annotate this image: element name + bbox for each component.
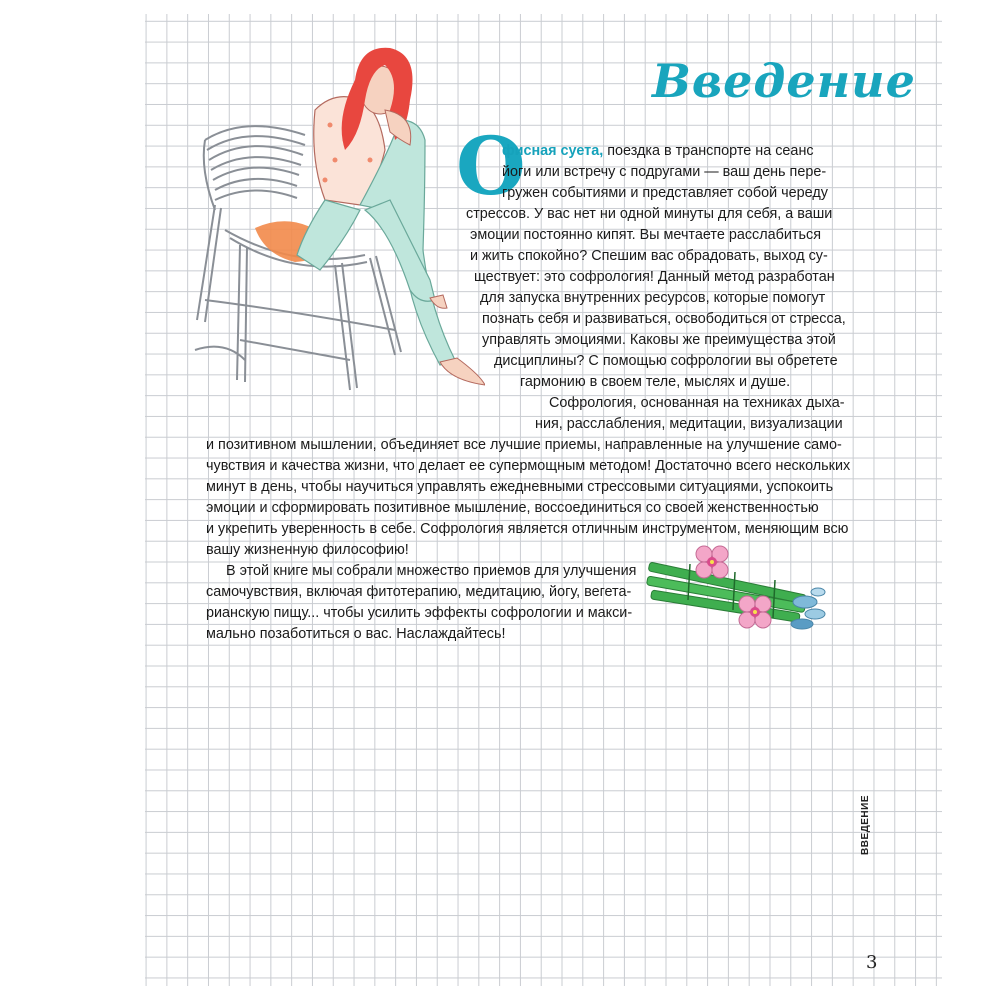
section-side-label: ВВЕДЕНИЕ — [860, 795, 871, 855]
text-line: и позитивном мышлении, объединяет все лучшие приемы, направленные на улучшение само- — [206, 437, 842, 453]
text-line: для запуска внутренних ресурсов, которые помогут — [480, 290, 826, 306]
text-line-1: поездка в транспорте на сеанс — [603, 143, 814, 159]
text-line: эмоции и сформировать позитивное мышление, воссоединиться со своей женственностью — [206, 500, 819, 516]
lead-phrase: фисная суета, — [502, 143, 604, 159]
text-line: Софрология, основанная на техниках дыха- — [549, 395, 845, 411]
text-line: и укрепить уверенность в себе. Софрология является отличным инструментом, меняющим всю — [206, 521, 849, 537]
text-line: эмоции постоянно кипят. Вы мечтаете расслабиться — [470, 227, 821, 243]
text-line: самочувствия, включая фитотерапию, медитацию, йогу, вегета- — [206, 584, 632, 600]
drop-cap: О — [456, 119, 526, 213]
text-line: минут в день, чтобы научиться управлять ежедневными стрессовыми ситуациями, успокоить — [206, 479, 834, 495]
text-line: ния, расслабления, медитации, визуализации — [535, 416, 843, 432]
text-line: В этой книге мы собрали множество приемов для улучшения — [226, 563, 637, 579]
text-line: и жить спокойно? Спешим вас обрадовать, выход су- — [470, 248, 828, 264]
text-line: чувствия и качества жизни, что делает ее супермощным методом! Достаточно всего нескольких — [206, 458, 851, 474]
page-title: Введение — [652, 54, 916, 108]
text-line: стрессов. У вас нет ни одной минуты для себя, а ваши — [466, 206, 833, 222]
text-line: дисциплины? С помощью софрологии вы обретете — [494, 353, 838, 369]
page-number: 3 — [866, 952, 878, 973]
text-line: гружен событиями и представляет собой череду — [502, 185, 828, 201]
bamboo-orchid-illustration — [640, 540, 835, 640]
text-line — [502, 141, 814, 162]
woman-on-chair-illustration — [185, 40, 485, 410]
text-line: ществует: это софрология! Данный метод разработан — [474, 269, 835, 285]
text-line: гармонию в своем теле, мыслях и душе. — [520, 374, 791, 390]
text-line: йоги или встречу с подругами — ваш день пере- — [502, 164, 827, 180]
text-line: познать себя и развиваться, освободиться от стресса, — [482, 311, 846, 327]
text-line: управлять эмоциями. Каковы же преимущества этой — [482, 332, 836, 348]
text-line: мально позаботиться о вас. Наслаждайтесь! — [206, 626, 506, 642]
text-line: вашу жизненную философию! — [206, 542, 409, 558]
text-line: рианскую пищу... чтобы усилить эффекты софрологии и макси- — [206, 605, 633, 621]
